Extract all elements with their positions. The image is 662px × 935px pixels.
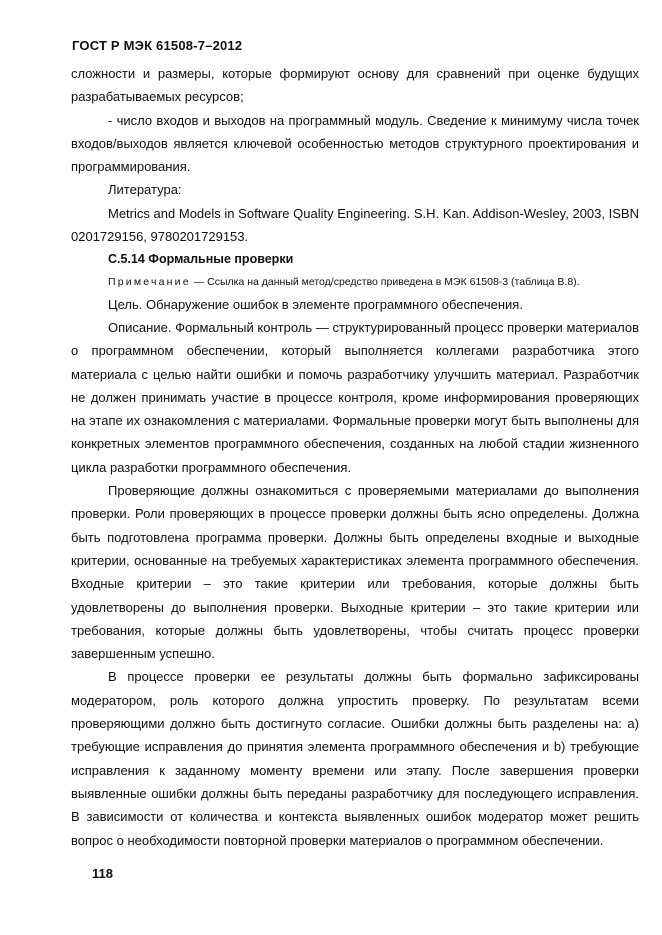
page-number: 118 — [92, 866, 113, 881]
list-item-io-count: - число входов и выходов на программный модуль. Сведение к минимуму числа точек входов/выходов является ключевой особенностью методов структурного проектирования и программирования. — [71, 112, 639, 175]
paragraph-reviewers: Проверяющие должны ознакомиться с проверяемыми материалами до выполнения проверки. Роли проверяющих в процессе проверки должны быть ясно определены. Должна быть подготовлена программа проверки. Должны быть определены входные и выходные критерии, основанные на требуемых характеристиках элемента программного обеспечения. Входные критерии – это такие критерии или требования, которые должны быть удовлетворены до выполнения проверки. Выходные критерии – это такие критерии или требования, которые должны быть удовлетворены, чтобы считать процесс проверки завершенным успешно. — [71, 483, 639, 662]
paragraph-goal: Цель. Обнаружение ошибок в элементе программного обеспечения. — [108, 296, 523, 312]
paragraph-process: В процессе проверки ее результаты должны быть формально зафиксированы модератором, роль которого должна упростить проверку. По результатам всеми проверяющими должно быть достигнуто согласие. Ошибки должны быть разделены на: а) требующие исправления до принятия элемента программного обеспечения и b) требующие исправления к заданному моменту времени или этапу. После завершения проверки выявленные ошибки должны быть переданы разработчику для последующего исправления. В зависимости от количества и контекста выявленных ошибок модератор может решить вопрос о необходимости повторной проверки материалов о программном обеспечении. — [71, 669, 639, 848]
section-heading: С.5.14 Формальные проверки — [108, 252, 294, 267]
note — [71, 272, 639, 293]
document-body — [71, 62, 639, 852]
document-header: ГОСТ Р МЭК 61508-7–2012 — [72, 38, 243, 53]
paragraph-continuation: сложности и размеры, которые формируют основу для сравнений при оценке будущих разрабатываемых ресурсов; — [71, 66, 639, 105]
reference-entry: Metrics and Models in Software Quality Engineering. S.H. Kan. Addison-Wesley, 2003, ISBN 0201729156, 9780201729153. — [71, 205, 639, 245]
note-label: Примечание — [108, 275, 191, 288]
references-label: Литература: — [108, 182, 182, 198]
paragraph-description: Описание. Формальный контроль — структурированный процесс проверки материалов о программном обеспечении, который выполняется коллегами разработчика этого материала с целью найти ошибки и помочь разработчику улучшить материал. Разработчик не должен принимать участие в процессе контроля, кроме информирования проверяющих на этапе их ознакомления с материалами. Формальные проверки могут быть выполнены для конкретных элементов программного обеспечения, созданных на любой стадии жизненного цикла разработки программного обеспечения. — [71, 319, 639, 475]
note-text: — Ссылка на данный метод/средство приведена в МЭК 61508-3 (таблица В.8). — [190, 275, 580, 288]
